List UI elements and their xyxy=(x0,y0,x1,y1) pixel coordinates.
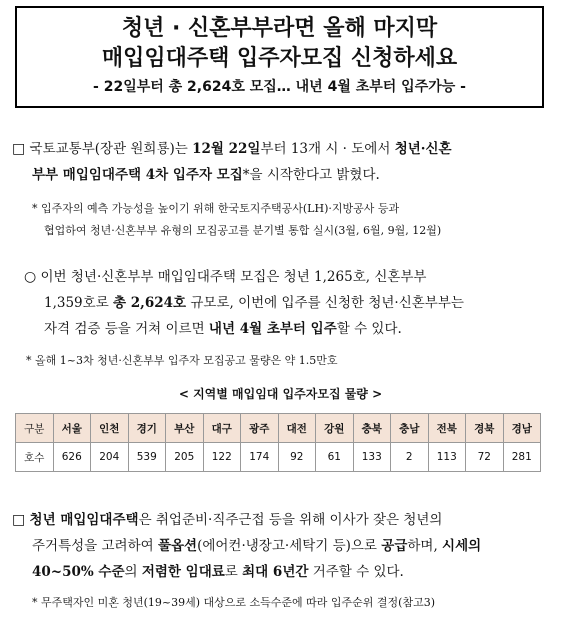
table-row-label: 호수 xyxy=(16,443,54,472)
table-cell: 205 xyxy=(166,443,204,472)
table-header-cell: 경기 xyxy=(128,414,166,443)
table-header-cell: 충남 xyxy=(391,414,429,443)
table-header-cell: 경남 xyxy=(503,414,541,443)
table-header-cell: 충북 xyxy=(353,414,391,443)
paragraph-1: □ 국토교통부(장관 원희룡)는 12월 22일부터 13개 시 · 도에서 청년·신혼 부부 매입임대주택 4차 입주자 모집*을 시작한다고 밝혔다. xyxy=(12,141,452,183)
table-header-row xyxy=(16,414,541,443)
table-cell: 72 xyxy=(466,443,504,472)
square-bullet-icon: □ xyxy=(12,141,26,157)
table-cell: 122 xyxy=(203,443,241,472)
circle-bullet-icon: ○ xyxy=(24,269,37,285)
table-caption: < 지역별 매입임대 입주자모집 물량 > xyxy=(178,387,383,401)
table-cell: 204 xyxy=(91,443,129,472)
paragraph-2: ○ 이번 청년·신혼부부 매입임대주택 모집은 청년 1,265호, 신혼부부 1,359호로 총 2,624호 규모로, 이번에 입주를 신청한 청년·신혼부부는 자격 검증 등을 거쳐 이르면 내년 4월 초부터 입주할 수 있다. xyxy=(24,269,464,337)
title-line-1: 청년 · 신혼부부라면 올해 마지막 xyxy=(121,16,438,41)
table-row xyxy=(16,443,541,472)
table-header-cell: 강원 xyxy=(316,414,354,443)
table-cell: 61 xyxy=(316,443,354,472)
table-cell: 133 xyxy=(353,443,391,472)
table-header-cell: 부산 xyxy=(166,414,204,443)
table-cell: 92 xyxy=(278,443,316,472)
table-cell: 281 xyxy=(503,443,541,472)
table-header-cell: 대전 xyxy=(278,414,316,443)
footnote-1: * 입주자의 예측 가능성을 높이기 위해 한국토지주택공사(LH)·지방공사 등과 협업하여 청년·신혼부부 유형의 모집공고를 분기별 통합 실시(3월, 6월, 9월, 12월) xyxy=(32,202,442,237)
table-header-cell: 전북 xyxy=(428,414,466,443)
table-header-cell: 광주 xyxy=(241,414,279,443)
table-header-cell: 대구 xyxy=(203,414,241,443)
footnote-3: * 무주택자인 미혼 청년(19~39세) 대상으로 소득수준에 따라 입주순위 결정(참고3) xyxy=(32,596,435,609)
footnote-2: * 올해 1~3차 청년·신혼부부 입주자 모집공고 물량은 약 1.5만호 xyxy=(26,354,338,367)
subtitle: - 22일부터 총 2,624호 모집… 내년 4월 초부터 입주가능 - xyxy=(93,79,466,95)
table-cell: 539 xyxy=(128,443,166,472)
table-cell: 2 xyxy=(391,443,429,472)
table-cell: 174 xyxy=(241,443,279,472)
table-cell: 113 xyxy=(428,443,466,472)
paragraph-3: □ 청년 매입임대주택은 취업준비·직주근접 등을 위해 이사가 잦은 청년의 주거특성을 고려하여 풀옵션(에어컨·냉장고·세탁기 등)으로 공급하며, 시세의 40~50% 수준의 저렴한 임대료로 최대 6년간 거주할 수 있다. xyxy=(12,512,482,580)
region-supply-table xyxy=(15,413,541,472)
table-header-cell: 경북 xyxy=(466,414,504,443)
title-box xyxy=(15,6,544,108)
title-line-2: 매입임대주택 입주자모집 신청하세요 xyxy=(101,46,458,71)
table-header-cell: 인천 xyxy=(91,414,129,443)
table-header-cell: 서울 xyxy=(53,414,91,443)
square-bullet-icon: □ xyxy=(12,512,26,528)
table-cell: 626 xyxy=(53,443,91,472)
table-header-label: 구분 xyxy=(16,414,54,443)
